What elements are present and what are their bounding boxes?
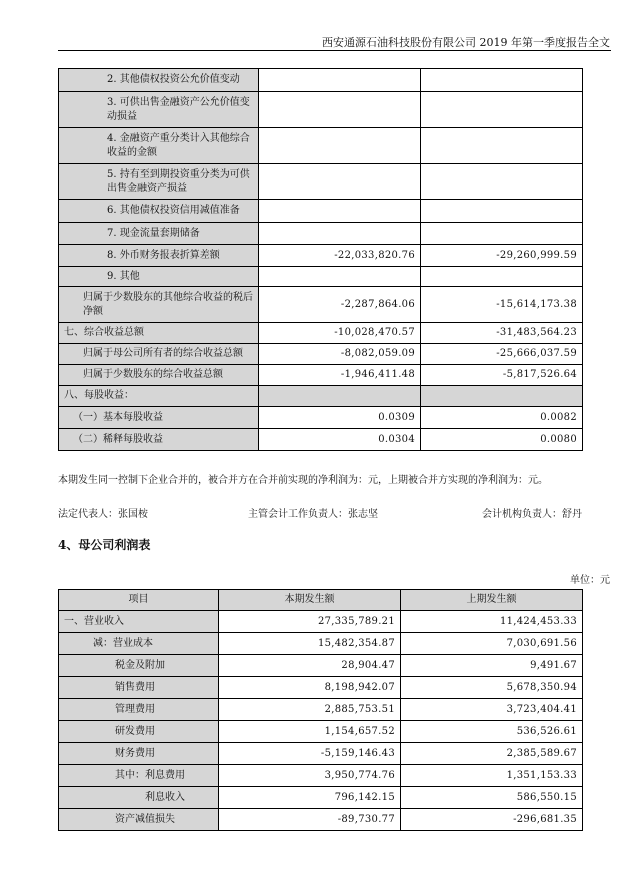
row-label: 归属于少数股东的其他综合收益的税后净额 — [59, 287, 259, 323]
prior-period-value: 0.0082 — [421, 407, 583, 429]
prior-period-value: -25,666,037.59 — [421, 344, 583, 365]
current-period-value: -22,033,820.76 — [259, 245, 421, 267]
table-row — [59, 69, 583, 92]
table-row — [59, 200, 583, 223]
current-period-value: -89,730.77 — [219, 809, 401, 831]
row-label: 资产减值损失 — [59, 809, 219, 831]
row-label: 税金及附加 — [59, 655, 219, 677]
current-period-value: 2,885,753.51 — [219, 699, 401, 721]
row-label: 9. 其他 — [59, 267, 259, 287]
row-label: 八、每股收益： — [59, 386, 259, 407]
row-label: （一）基本每股收益 — [59, 407, 259, 429]
current-period-value: 1,154,657.52 — [219, 721, 401, 743]
current-period-value: 3,950,774.76 — [219, 765, 401, 787]
current-period-value: -5,159,146.43 — [219, 743, 401, 765]
table-row — [59, 365, 583, 386]
table-row — [59, 344, 583, 365]
table-row — [59, 611, 583, 633]
table-row — [59, 407, 583, 429]
row-label: 2. 其他债权投资公允价值变动 — [59, 69, 259, 92]
parent-income-statement-table — [58, 589, 583, 831]
row-label: 财务费用 — [59, 743, 219, 765]
current-period-value — [259, 386, 421, 407]
prior-period-value: -5,817,526.64 — [421, 365, 583, 386]
table-row — [59, 633, 583, 655]
unit-label: 单位：元 — [570, 575, 610, 586]
table-row — [59, 787, 583, 809]
prior-period-value — [421, 92, 583, 128]
current-period-value — [259, 164, 421, 200]
prior-period-value: 536,526.61 — [401, 721, 583, 743]
row-label: 一、营业收入 — [59, 611, 219, 633]
row-label: 研发费用 — [59, 721, 219, 743]
table-row — [59, 287, 583, 323]
table-row — [59, 655, 583, 677]
prior-period-value: -29,260,999.59 — [421, 245, 583, 267]
row-label: 7. 现金流量套期储备 — [59, 223, 259, 245]
current-period-value — [259, 200, 421, 223]
prior-period-value: 9,491.67 — [401, 655, 583, 677]
prior-period-value — [421, 386, 583, 407]
row-label: （二）稀释每股收益 — [59, 429, 259, 451]
header-rule — [58, 50, 611, 51]
accounting-org-head: 会计机构负责人：舒丹 — [482, 509, 582, 520]
row-label: 5. 持有至到期投资重分类为可供出售金融资产损益 — [59, 164, 259, 200]
prior-period-value: 1,351,153.33 — [401, 765, 583, 787]
table-row — [59, 809, 583, 831]
row-label: 归属于母公司所有者的综合收益总额 — [59, 344, 259, 365]
table-row — [59, 164, 583, 200]
header-prior-period: 上期发生额 — [401, 590, 583, 611]
prior-period-value: -296,681.35 — [401, 809, 583, 831]
row-label: 利息收入 — [59, 787, 219, 809]
row-label: 4. 金融资产重分类计入其他综合收益的金额 — [59, 128, 259, 164]
row-label: 3. 可供出售金融资产公允价值变动损益 — [59, 92, 259, 128]
prior-period-value: 3,723,404.41 — [401, 699, 583, 721]
prior-period-value: 586,550.15 — [401, 787, 583, 809]
current-period-value: 28,904.47 — [219, 655, 401, 677]
header-item: 项目 — [59, 590, 219, 611]
prior-period-value — [421, 200, 583, 223]
prior-period-value: 7,030,691.56 — [401, 633, 583, 655]
current-period-value — [259, 92, 421, 128]
prior-period-value: 5,678,350.94 — [401, 677, 583, 699]
current-period-value: 0.0304 — [259, 429, 421, 451]
current-period-value: 15,482,354.87 — [219, 633, 401, 655]
prior-period-value: -31,483,564.23 — [421, 323, 583, 344]
comprehensive-income-table — [58, 68, 583, 451]
accounting-head: 主管会计工作负责人：张志坚 — [248, 509, 378, 520]
current-period-value — [259, 69, 421, 92]
row-label: 销售费用 — [59, 677, 219, 699]
table-row — [59, 677, 583, 699]
prior-period-value — [421, 164, 583, 200]
row-label: 其中：利息费用 — [59, 765, 219, 787]
current-period-value — [259, 223, 421, 245]
table-row — [59, 92, 583, 128]
table-row — [59, 429, 583, 451]
merger-note: 本期发生同一控制下企业合并的，被合并方在合并前实现的净利润为：元，上期被合并方实现的净利润为：元。 — [58, 475, 548, 486]
section-title: 4、母公司利润表 — [58, 538, 151, 552]
current-period-value: -8,082,059.09 — [259, 344, 421, 365]
row-label: 8. 外币财务报表折算差额 — [59, 245, 259, 267]
table-row — [59, 245, 583, 267]
current-period-value: 796,142.15 — [219, 787, 401, 809]
row-label: 管理费用 — [59, 699, 219, 721]
row-label: 6. 其他债权投资信用减值准备 — [59, 200, 259, 223]
prior-period-value — [421, 223, 583, 245]
report-header: 西安通源石油科技股份有限公司 2019 年第一季度报告全文 — [322, 36, 610, 49]
prior-period-value: 11,424,453.33 — [401, 611, 583, 633]
prior-period-value — [421, 128, 583, 164]
row-label: 七、综合收益总额 — [59, 323, 259, 344]
current-period-value: 0.0309 — [259, 407, 421, 429]
table-row — [59, 386, 583, 407]
legal-representative: 法定代表人：张国桉 — [58, 509, 148, 520]
table-header-row — [59, 590, 583, 611]
prior-period-value: 2,385,589.67 — [401, 743, 583, 765]
prior-period-value: -15,614,173.38 — [421, 287, 583, 323]
row-label: 减：营业成本 — [59, 633, 219, 655]
prior-period-value: 0.0080 — [421, 429, 583, 451]
table-row — [59, 267, 583, 287]
prior-period-value — [421, 69, 583, 92]
current-period-value: 8,198,942.07 — [219, 677, 401, 699]
current-period-value — [259, 267, 421, 287]
current-period-value: 27,335,789.21 — [219, 611, 401, 633]
row-label: 归属于少数股东的综合收益总额 — [59, 365, 259, 386]
current-period-value: -1,946,411.48 — [259, 365, 421, 386]
table-row — [59, 765, 583, 787]
table-row — [59, 743, 583, 765]
current-period-value: -2,287,864.06 — [259, 287, 421, 323]
prior-period-value — [421, 267, 583, 287]
table-row — [59, 323, 583, 344]
table-row — [59, 699, 583, 721]
table-row — [59, 721, 583, 743]
table-row — [59, 223, 583, 245]
header-current-period: 本期发生额 — [219, 590, 401, 611]
current-period-value: -10,028,470.57 — [259, 323, 421, 344]
table-row — [59, 128, 583, 164]
current-period-value — [259, 128, 421, 164]
